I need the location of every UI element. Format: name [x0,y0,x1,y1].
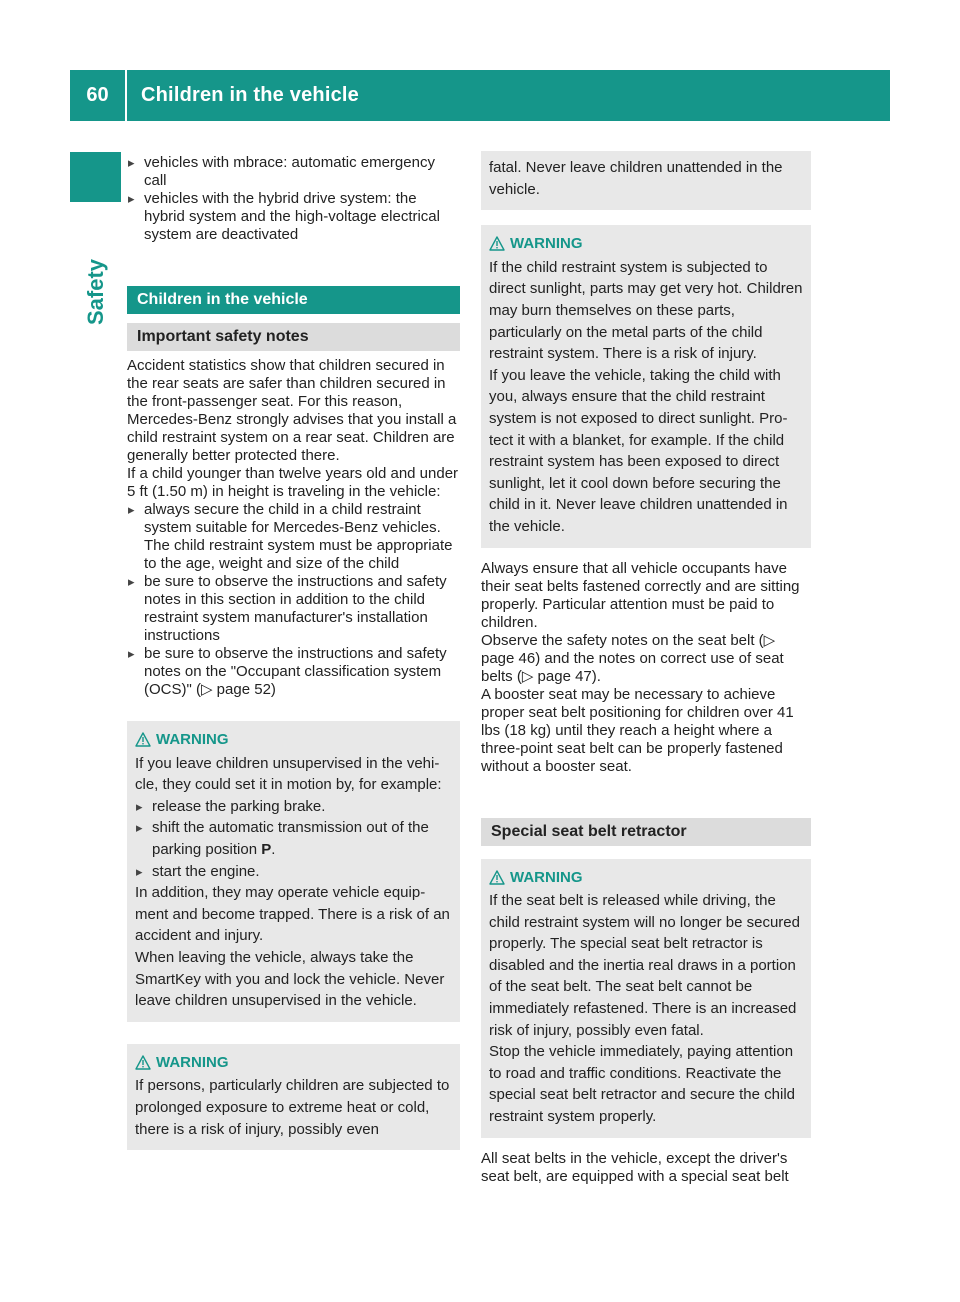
warning-text: Stop the vehicle immediately, paying attention to road and traffic conditions. Reactivate the special seat belt retractor and secure the child restraint system properly. [489,1043,795,1126]
warning-triangle-icon [135,1055,151,1070]
intro-bullet-list [127,154,460,244]
section-tab-marker [70,152,121,202]
body-paragraph: Always ensure that all vehicle occupants have their seat belts fastened correctly and are sitting properly. Particular attention must be paid to children. [481,559,800,631]
warning-text: fatal. Never leave children unattended in the vehicle. [489,159,783,198]
warning-label: WARNING [510,868,583,886]
warning-triangle-icon [135,732,151,747]
warning-heading [489,233,803,255]
warning-box [127,721,460,1022]
body-paragraph: If a child younger than twelve years old and under 5 ft (1.50 m) in height is traveling in the vehicle: [127,465,459,500]
warning-heading [135,729,452,751]
list-item: ▸ be sure to observe the instructions and safety notes in this section in addition to the child restraint system manufacturer's installation instructions [127,573,460,645]
list-item: ▸ vehicles with the hybrid drive system: the hybrid system and the high-voltage electrical system are deactivated [127,190,460,244]
warning-text: If persons, particularly children are subjected to prolonged exposure to extreme heat or cold, there is a risk of injury, possibly even [135,1077,450,1138]
warning-text: In addition, they may operate vehicle equipment and become trapped. There is a risk of an accident and injury. [135,884,450,945]
warning-text: If you leave children unsupervised in the vehicle, they could set it in motion by, for example: [135,754,442,794]
warning-box [481,225,811,547]
right-column [481,151,811,1186]
page-header [70,70,890,121]
header-divider [125,70,127,121]
list-item: ▸ shift the automatic transmission out of the parking position P. [135,817,452,860]
warning-label: WARNING [510,235,583,253]
list-item: ▸ be sure to observe the instructions and safety notes on the "Occupant classification system (OCS)" (▷ page 52) [127,645,460,699]
warning-triangle-icon [489,870,505,885]
warning-box [127,1044,460,1150]
subsection-heading: Important safety notes [127,323,460,351]
list-item: ▸ vehicles with mbrace: automatic emergency call [127,154,460,190]
page-number: 60 [86,84,109,106]
warning-heading [135,1052,452,1074]
section-heading: Children in the vehicle [127,286,460,314]
warning-box [481,859,811,1138]
warning-bullet-list [135,796,452,882]
warning-text: If the child restraint system is subjected to direct sunlight, parts may get very hot. Children may burn themselves on these parts, particularly on the metal parts of the child restraint system. There is a risk of injury. [489,258,803,363]
warning-text: When leaving the vehicle, always take the SmartKey with you and lock the vehicle. Never leave children unsupervised in the vehicle. [135,948,445,1010]
list-item: ▸ always secure the child in a child restraint system suitable for Mercedes-Benz vehicles. The child restraint system must be appropriate to the age, weight and size of the child [127,501,460,573]
list-item: ▸ release the parking brake. [135,796,452,818]
side-section-label: Safety [83,258,108,325]
warning-triangle-icon [489,236,505,251]
warning-heading [489,867,803,889]
body-paragraph: Accident statistics show that children secured in the rear seats are safer than children secured in the front-passenger seat. For this reason, Mercedes-Benz strongly advises that you install a child restraint system on a rear seat. Children are generally better protected there. [127,357,457,464]
page-title: Children in the vehicle [141,84,359,106]
warning-label: WARNING [156,1053,229,1071]
body-paragraph: A booster seat may be necessary to achieve proper seat belt positioning for children over 41 lbs (18 kg) until they reach a height where a three-point seat belt can be properly fastened without a booster seat. [481,685,794,775]
warning-text: If you leave the vehicle, taking the child with you, always ensure that the child restraint system is not exposed to direct sunlight. Protect it with a blanket, for example. If the child restraint system has been exposed to direct sunlight, let it cool down before securing the child in it. Never leave children unattended in the vehicle. [489,366,788,535]
body-paragraph: Observe the safety notes on the seat belt (▷ page 46) and the notes on correct use of seat belts (▷ page 47). [481,631,784,685]
parking-position-symbol: P [261,840,272,858]
warning-label: WARNING [156,731,229,748]
child-safety-bullet-list [127,501,460,699]
body-paragraph: All seat belts in the vehicle, except the driver's seat belt, are equipped with a special seat belt [481,1149,789,1185]
warning-text: If the seat belt is released while driving, the child restraint system will no longer be secured properly. The special seat belt retractor is disabled and the inertia real draws in a portion of the seat belt. The seat belt cannot be immediately refastened. There is an increased risk of injury, possibly even fatal. [489,892,800,1039]
left-column [127,154,460,1150]
warning-box-continued [481,151,811,210]
list-item: ▸ start the engine. [135,861,452,883]
subsection-heading: Special seat belt retractor [481,818,811,846]
